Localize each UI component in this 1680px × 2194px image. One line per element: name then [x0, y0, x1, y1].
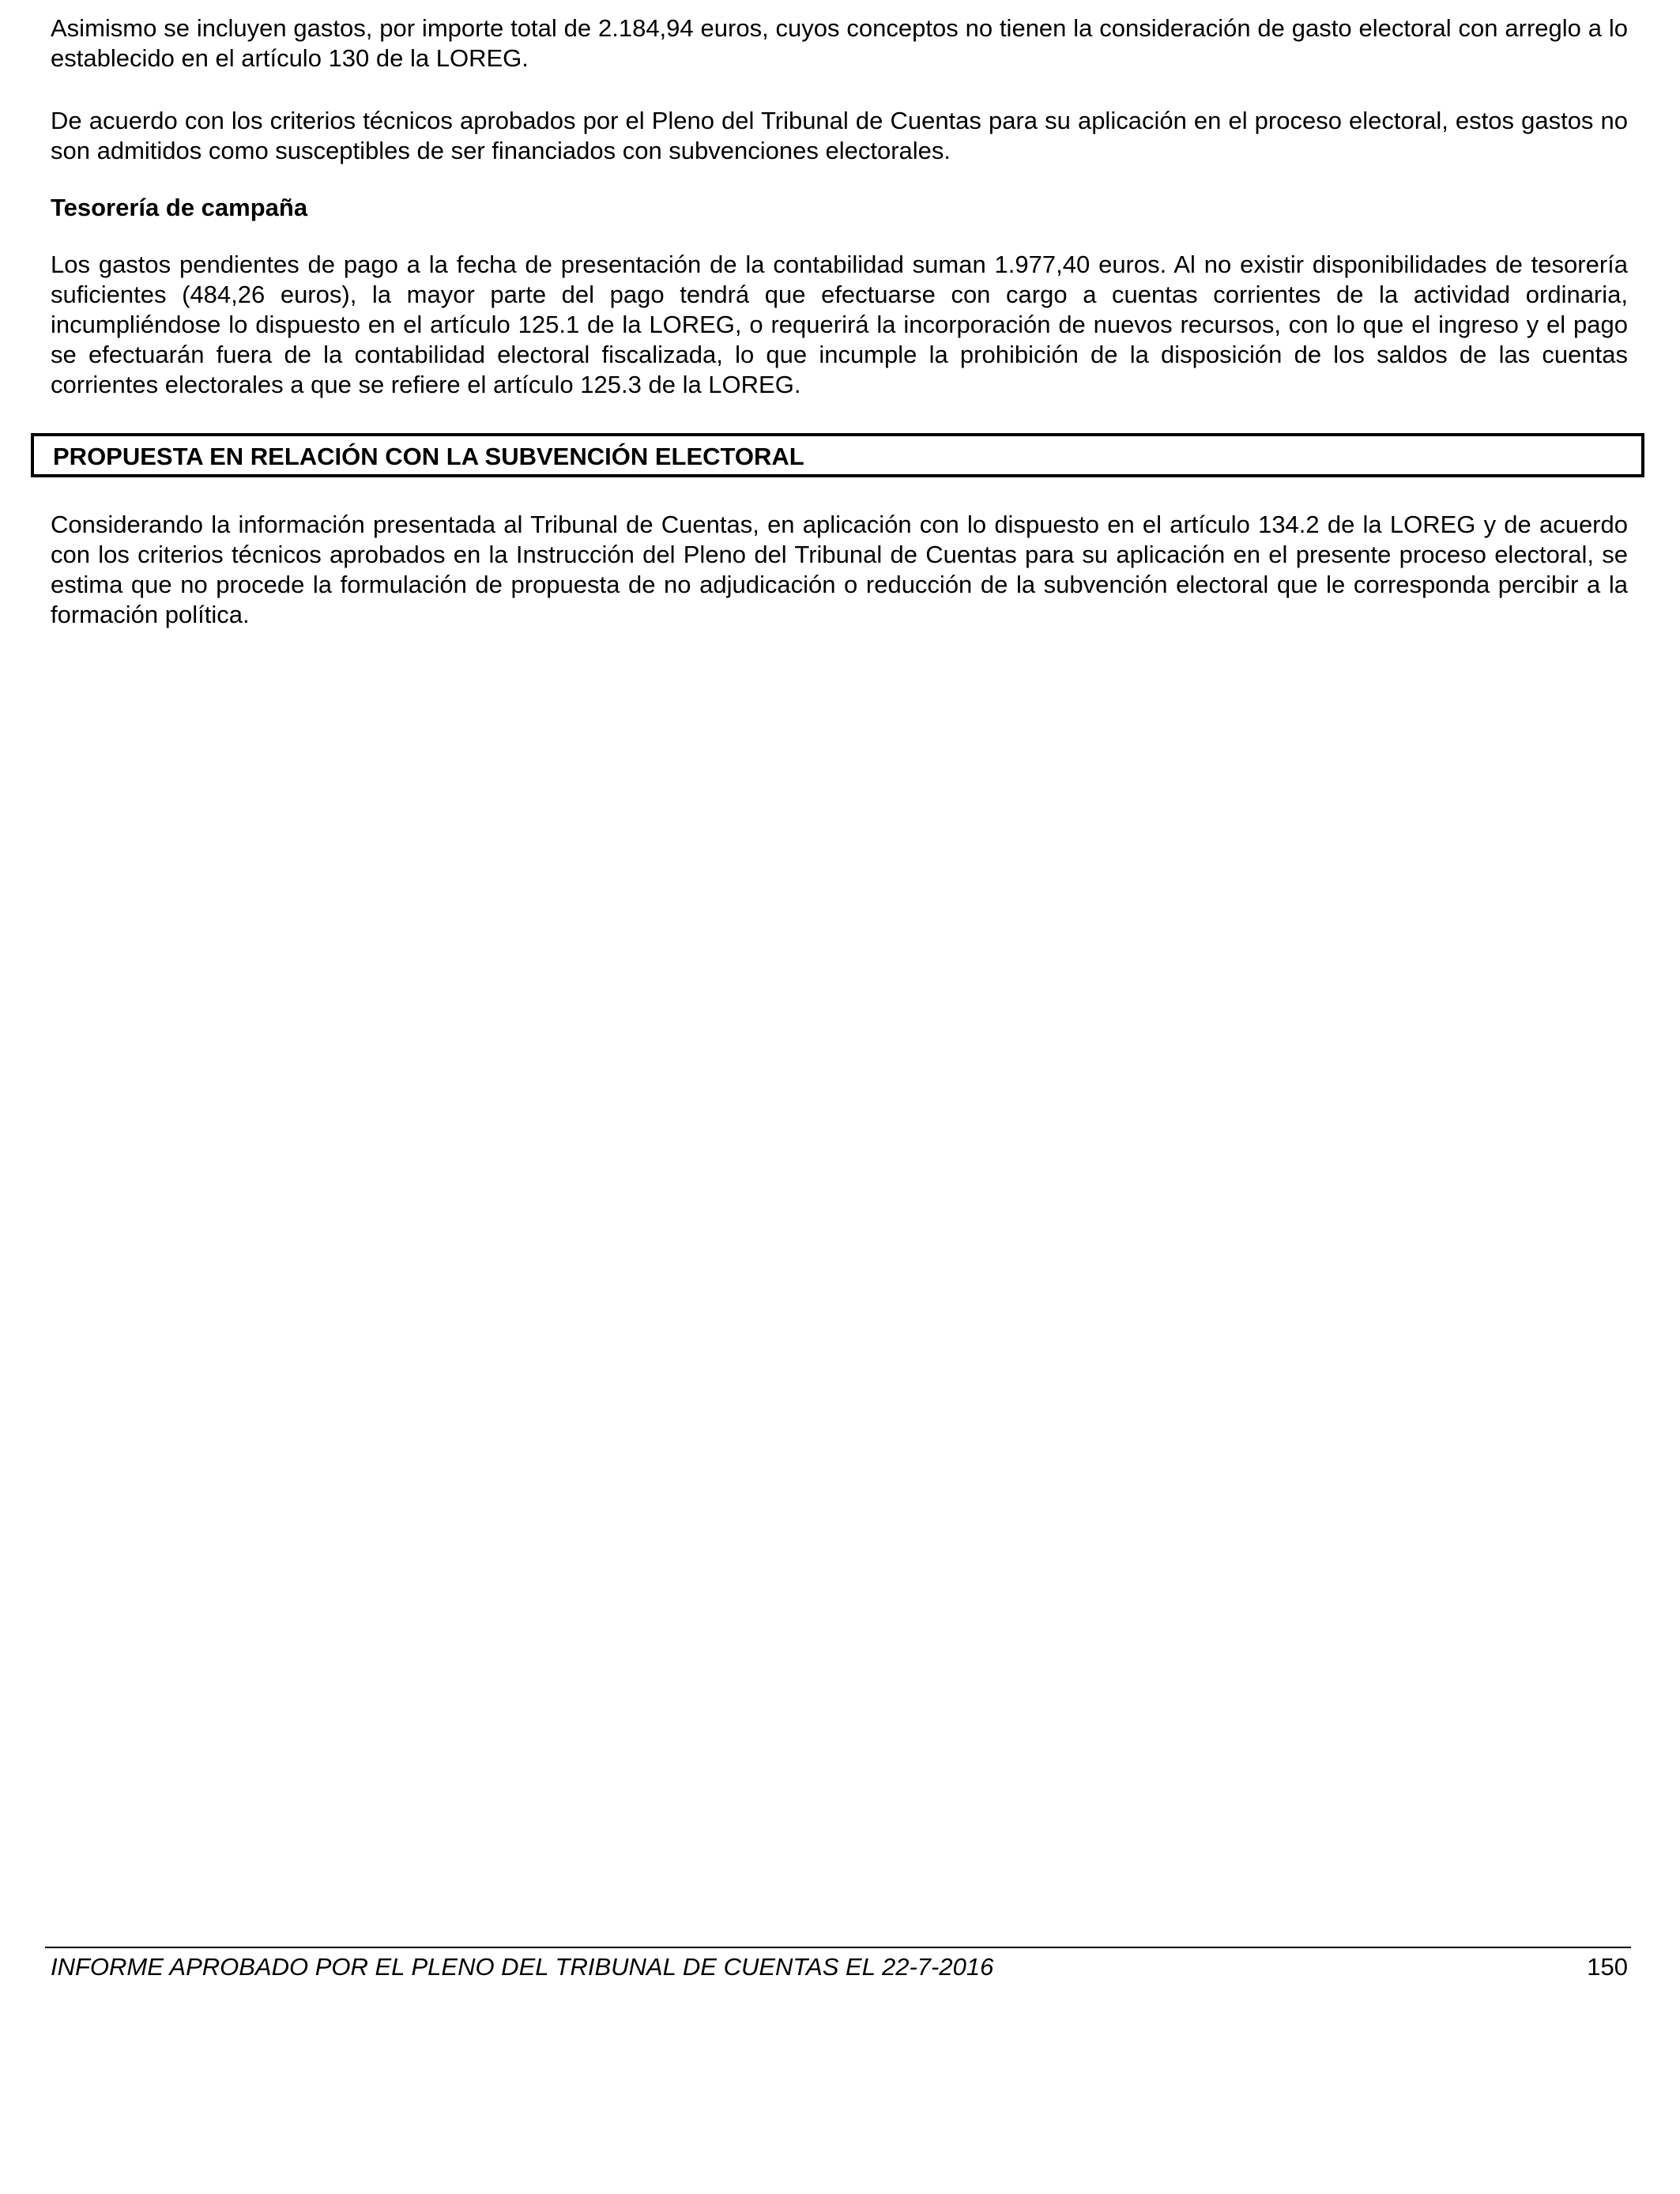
paragraph-gastos-no-electorales: Asimismo se incluyen gastos, por importe total de 2.184,94 euros, cuyos conceptos no tienen la consideración de gasto electoral con arreglo a lo establecido en el artículo 130 de la LOREG.: [51, 14, 1628, 72]
footer-text: INFORME APROBADO POR EL PLENO DEL TRIBUNAL DE CUENTAS EL 22-7-2016: [51, 1953, 994, 1981]
subheading-tesoreria: Tesorería de campaña: [51, 194, 308, 221]
section-title-box: [31, 433, 1644, 477]
paragraph-criterios-tecnicos: De acuerdo con los criterios técnicos aprobados por el Pleno del Tribunal de Cuentas para su aplicación en el proceso electoral, estos gastos no son admitidos como susceptibles de ser financiados con subvenciones electorales.: [51, 107, 1628, 164]
page-number: 150: [1587, 1953, 1628, 1981]
footer-divider: [45, 1947, 1631, 1948]
paragraph-tesoreria: Los gastos pendientes de pago a la fecha de presentación de la contabilidad suman 1.977,40 euros. Al no existir disponibilidades de tesorería suficientes (484,26 euros), la mayor parte del pago tendrá que efectuarse con cargo a cuentas corrientes de la actividad ordinaria, incumpliéndose lo dispuesto en el artículo 125.1 de la LOREG, o requerirá la incorporación de nuevos recursos, con lo que el ingreso y el pago se efectuarán fuera de la contabilidad electoral fiscalizada, lo que incumple la prohibición de la disposición de los saldos de las cuentas corrientes electorales a que se refiere el artículo 125.3 de la LOREG.: [51, 251, 1628, 398]
paragraph-propuesta: Considerando la información presentada al Tribunal de Cuentas, en aplicación con lo dispuesto en el artículo 134.2 de la LOREG y de acuerdo con los criterios técnicos aprobados en la Instrucción del Pleno del Tribunal de Cuentas para su aplicación en el presente proceso electoral, se estima que no procede la formulación de propuesta de no adjudicación o reducción de la subvención electoral que le corresponda percibir a la formación política.: [51, 511, 1628, 628]
section-title: PROPUESTA EN RELACIÓN CON LA SUBVENCIÓN ELECTORAL: [53, 443, 804, 470]
